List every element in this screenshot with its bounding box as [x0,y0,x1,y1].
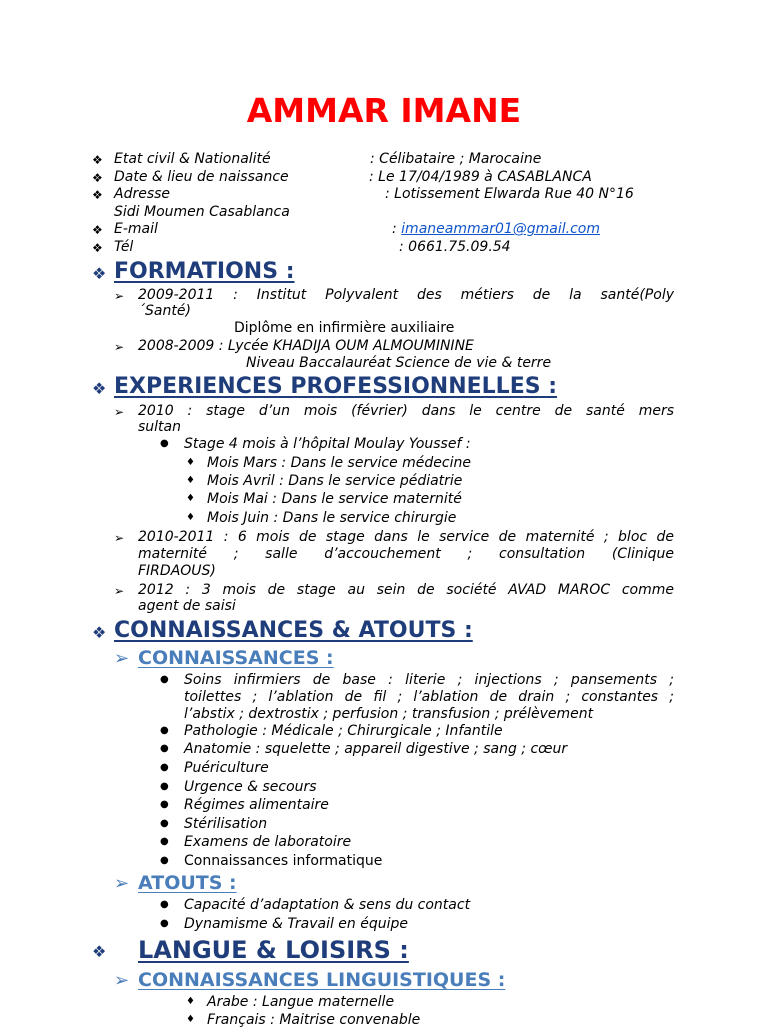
email-prefix: : [392,221,402,237]
diamond-small-icon: ♦ [186,512,195,523]
formation-detail: Diplôme en infirmière auxiliaire [234,320,455,336]
atout-item: Capacité d’adaptation & sens du contact [184,897,471,913]
section-title-connaissances-atouts: CONNAISSANCES & ATOUTS : [114,618,473,643]
personal-label: E-mail [114,221,158,237]
dot-bullet-icon: ● [160,918,169,929]
dot-bullet-icon: ● [160,899,169,910]
knowledge-item: Connaissances informatique [184,853,383,869]
section-title-experiences: EXPERIENCES PROFESSIONNELLES : [114,374,558,399]
diamond-small-icon: ♦ [186,457,195,468]
soins-line: Soins infirmiers de base : literie ; injections ; pansements ; [184,672,674,688]
section-title-langue: LANGUE & LOISIRS : [138,936,409,964]
diamond-small-icon: ♦ [186,996,195,1007]
formation-line: 2009-2011 : Institut Polyvalent des métiers de la santé(Poly [138,287,674,303]
soins-line: toilettes ; l’ablation de fil ; l’ablation de drain ; constantes ; [184,689,674,705]
diamond-bullet-icon: ❖ [92,623,107,642]
knowledge-item: Régimes alimentaire [184,797,329,813]
email-link[interactable]: imaneammar01@gmail.com [401,221,601,237]
month-item: Mois Avril : Dans le service pédiatrie [207,473,463,489]
page-title: AMMAR IMANE [246,91,522,130]
soins-line: l’abstix ; dextrostix ; perfusion ; transfusion ; prélèvement [184,706,594,722]
dot-bullet-icon: ● [160,762,169,773]
knowledge-item: Pathologie : Médicale ; Chirurgicale ; Infantile [184,723,503,739]
arrow-bullet-icon: ➢ [114,970,130,991]
subsection-title-connaissances: CONNAISSANCES : [138,647,334,669]
month-item: Mois Mai : Dans le service maternité [207,491,462,507]
subsection-title-linguistiques: CONNAISSANCES LINGUISTIQUES : [138,969,506,991]
language-item: Français : Maitrise convenable [207,1012,421,1028]
experience-stage: Stage 4 mois à l’hôpital Moulay Youssef : [184,436,471,452]
dot-bullet-icon: ● [160,725,169,736]
arrow-bullet-icon: ➢ [114,531,125,545]
diamond-bullet-icon: ❖ [92,241,103,255]
knowledge-item: Urgence & secours [184,779,317,795]
dot-bullet-icon: ● [160,818,169,829]
experience-line: sultan [138,419,181,435]
address-continuation: Sidi Moumen Casablanca [114,204,290,220]
personal-label: Etat civil & Nationalité [114,151,271,167]
personal-value: : Célibataire ; Marocaine [370,151,542,167]
arrow-bullet-icon: ➢ [114,584,125,598]
diamond-bullet-icon: ❖ [92,379,107,398]
experience-line: FIRDAOUS) [138,563,216,579]
month-item: Mois Juin : Dans le service chirurgie [207,510,457,526]
arrow-bullet-icon: ➢ [114,289,125,303]
knowledge-item: Anatomie : squelette ; appareil digestive ; sang ; cœur [184,741,568,757]
personal-value [392,221,600,238]
dot-bullet-icon: ● [160,438,169,449]
atout-item: Dynamisme & Travail en équipe [184,916,408,932]
subsection-title-atouts: ATOUTS : [138,872,237,894]
personal-label: Tél [114,239,134,255]
diamond-bullet-icon: ❖ [92,264,107,283]
arrow-bullet-icon: ➢ [114,648,130,669]
dot-bullet-icon: ● [160,743,169,754]
personal-label: Date & lieu de naissance [114,169,289,185]
diamond-small-icon: ♦ [186,493,195,504]
section-title-formations: FORMATIONS : [114,259,295,284]
arrow-bullet-icon: ➢ [114,873,130,894]
formation-detail: Niveau Baccalauréat Science de vie & terre [246,355,552,371]
personal-value: : Le 17/04/1989 à CASABLANCA [369,169,592,185]
arrow-bullet-icon: ➢ [114,340,125,354]
month-item: Mois Mars : Dans le service médecine [207,455,471,471]
dot-bullet-icon: ● [160,855,169,866]
experience-line: 2012 : 3 mois de stage au sein de société AVAD MAROC comme [138,582,674,598]
diamond-bullet-icon: ❖ [92,188,103,202]
knowledge-item: Examens de laboratoire [184,834,352,850]
knowledge-item: Puériculture [184,760,269,776]
formation-line: 2008-2009 : Lycée KHADIJA OUM ALMOUMININE [138,338,474,354]
experience-line: maternité ; salle d’accouchement ; consultation (Clinique [138,546,674,562]
diamond-bullet-icon: ❖ [92,153,103,167]
dot-bullet-icon: ● [160,799,169,810]
personal-label: Adresse [114,186,171,202]
experience-line: 2010-2011 : 6 mois de stage dans le service de maternité ; bloc de [138,529,674,545]
diamond-bullet-icon: ❖ [92,942,107,961]
arrow-bullet-icon: ➢ [114,405,125,419]
experience-line: 2010 : stage d’un mois (février) dans le centre de santé mers [138,403,674,419]
dot-bullet-icon: ● [160,836,169,847]
experience-line: agent de saisi [138,598,236,614]
diamond-bullet-icon: ❖ [92,171,103,185]
personal-value: : Lotissement Elwarda Rue 40 N°16 [385,186,634,202]
diamond-small-icon: ♦ [186,1014,195,1025]
dot-bullet-icon: ● [160,781,169,792]
dot-bullet-icon: ● [160,674,169,685]
language-item: Arabe : Langue maternelle [207,994,395,1010]
diamond-small-icon: ♦ [186,475,195,486]
knowledge-item: Stérilisation [184,816,268,832]
formation-line: ´Santé) [138,303,191,319]
diamond-bullet-icon: ❖ [92,223,103,237]
personal-value: : 0661.75.09.54 [399,239,511,255]
